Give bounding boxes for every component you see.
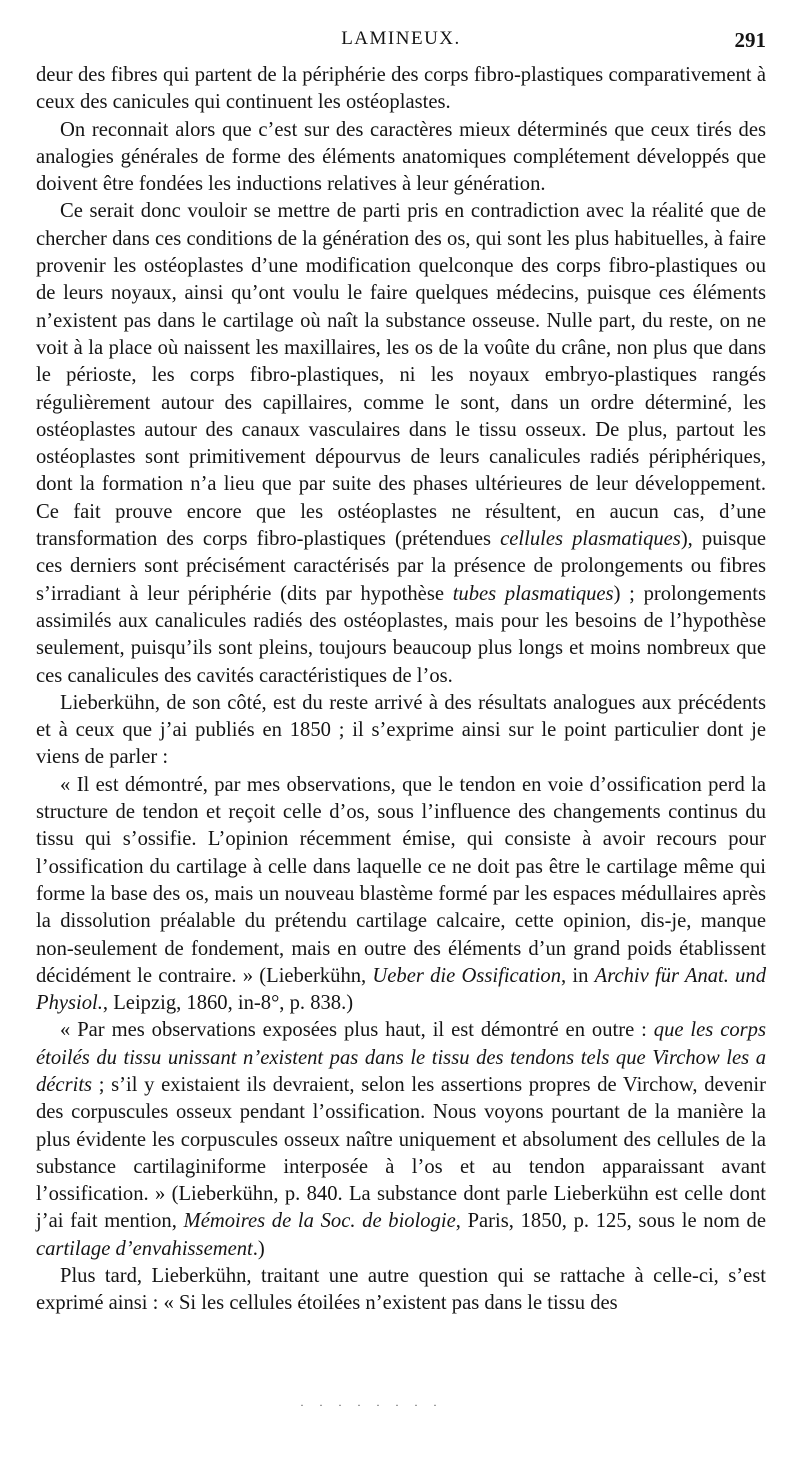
text-run: On reconnait alors que c’est sur des caractères mieux déterminés que ceux tirés des analogies générales de forme des éléments anatomiques complétement développés que doivent être fondées les inductions relatives à leur génération.: [36, 118, 766, 196]
paragraph-p5: [36, 1017, 766, 1263]
paragraph-p2: [36, 198, 766, 689]
paragraph-p6: [36, 1263, 766, 1318]
italic-text-run: Ueber die Ossification: [372, 964, 562, 987]
italic-text-run: cartilage d’envahissement: [36, 1237, 253, 1260]
text-run: Lieberkühn, de son côté, est du reste arrivé à des résultats analogues aux précédents et à ceux que j’ai publiés en 1850 ; il s’exprime ainsi sur le point particulier dont je viens de parler :: [36, 691, 766, 769]
text-run: , Leipzig, 1860, in-8°, p. 838.): [102, 992, 354, 1015]
italic-text-run: tubes plasmatiques: [452, 582, 614, 605]
text-run: ), puisque ces derniers sont précisément caractérisés par la présence de prolongements ou fibres s’irradiant à leur périphérie (dits par hypothèse: [36, 528, 766, 605]
paragraph-p3: [36, 690, 766, 772]
paragraph-p4: [36, 772, 766, 1018]
italic-text-run: que les corps étoilés du tissu unissant n’existent pas dans le tissu des tendons tels que Virchow les a décrits: [36, 1019, 766, 1096]
running-header: [36, 28, 766, 62]
text-run: ; s’il y existaient ils devraient, selon les assertions propres de Virchow, devenir des corpuscules osseux pendant l’ossification. Nous voyons pourtant de la manière la plus évidente les corpuscules osseux naître uniquement et absolument des cellules de la substance cartilaginiforme interposée à l’os et au tendon apparaissant avant l’ossification. » (Lieberkühn, p. 840. La substance dont parle Lieberkühn est celle dont j’ai fait mention,: [36, 1073, 766, 1233]
text-run: Plus tard, Lieberkühn, traitant une autre question qui se rattache à celle-ci, s’est exprimé ainsi : « Si les cellules étoilées n’existent pas dans le tissu des: [36, 1265, 766, 1315]
paragraph-p1: [36, 117, 766, 199]
italic-text-run: Archiv für Anat. und Physiol.: [36, 964, 767, 1015]
body-text: [36, 62, 766, 1318]
bottom-smudge-marks: · · · · · · · ·: [300, 1398, 443, 1412]
text-run: « Par mes observations exposées plus haut, il est démontré en outre :: [60, 1019, 654, 1042]
text-run: ) ; prolongements assimilés aux canalicules radiés des ostéoplastes, mais pour les besoins de l’hypothèse seulement, puisqu’ils sont pleins, toujours beaucoup plus longs et moins nombreux que ces canalicules des cavités caractéristiques de l’os.: [36, 582, 766, 687]
book-page: [36, 28, 766, 1318]
text-run: , in: [561, 964, 595, 987]
text-run: , Paris, 1850, p. 125, sous le nom de: [455, 1210, 766, 1233]
page-number: 291: [734, 28, 766, 52]
text-run: .): [252, 1237, 265, 1260]
text-run: « Il est démontré, par mes observations, que le tendon en voie d’ossification perd la structure de tendon et reçoit celle d’os, sous l’influence des changements continus du tissu qui s’ossifie. L’opinion récemment émise, qui consiste à avoir recours pour l’ossification du cartilage à celle dans laquelle ce ne doit pas être le cartilage même qui forme la base des os, mais un nouveau blastème formé par les espaces médullaires après la dissolution préalable du prétendu cartilage calcaire, cette opinion, dis-je, manque non-seulement de fondement, mais en outre des éléments d’un grand poids établissent décidément le contraire. » (Lieberkühn,: [36, 773, 766, 987]
italic-text-run: cellules plasmatiques: [500, 528, 681, 551]
text-run: deur des fibres qui partent de la périphérie des corps fibro-plastiques comparativement à ceux des canicules qui continuent les ostéoplastes.: [36, 64, 766, 114]
italic-text-run: Mémoires de la Soc. de biologie: [183, 1210, 456, 1233]
text-run: Ce serait donc vouloir se mettre de parti pris en contradiction avec la réalité que de chercher dans ces conditions de la génération des os, qui sont les plus habituelles, à faire provenir les ostéoplastes d’une modification quelconque des corps fibro-plastiques ou de leurs noyaux, ainsi qu’ont voulu le faire quelques médecins, puisque ces éléments n’existent pas dans le cartilage où naît la substance osseuse. Nulle part, du reste, on ne voit à la place où naissent les maxillaires, les os de la voûte du crâne, non plus que dans le périoste, les corps fibro-plastiques, ni les noyaux embryo-plastiques rangés régulièrement autour des capillaires, comme le sont, dans un ordre déterminé, les ostéoplastes autour des canaux vasculaires dans le tissu osseux. De plus, partout les ostéoplastes sont primitivement dépourvus de leurs canalicules radiés périphériques, dont la formation n’a lieu que par suite des phases ultérieures de leur développement. Ce fait prouve encore que les ostéoplastes ne résultent, en aucun cas, d’une transformation des corps fibro-plastiques (prétendues: [36, 200, 766, 551]
paragraph-p0: [36, 62, 766, 117]
running-title: LAMINEUX.: [341, 28, 461, 49]
